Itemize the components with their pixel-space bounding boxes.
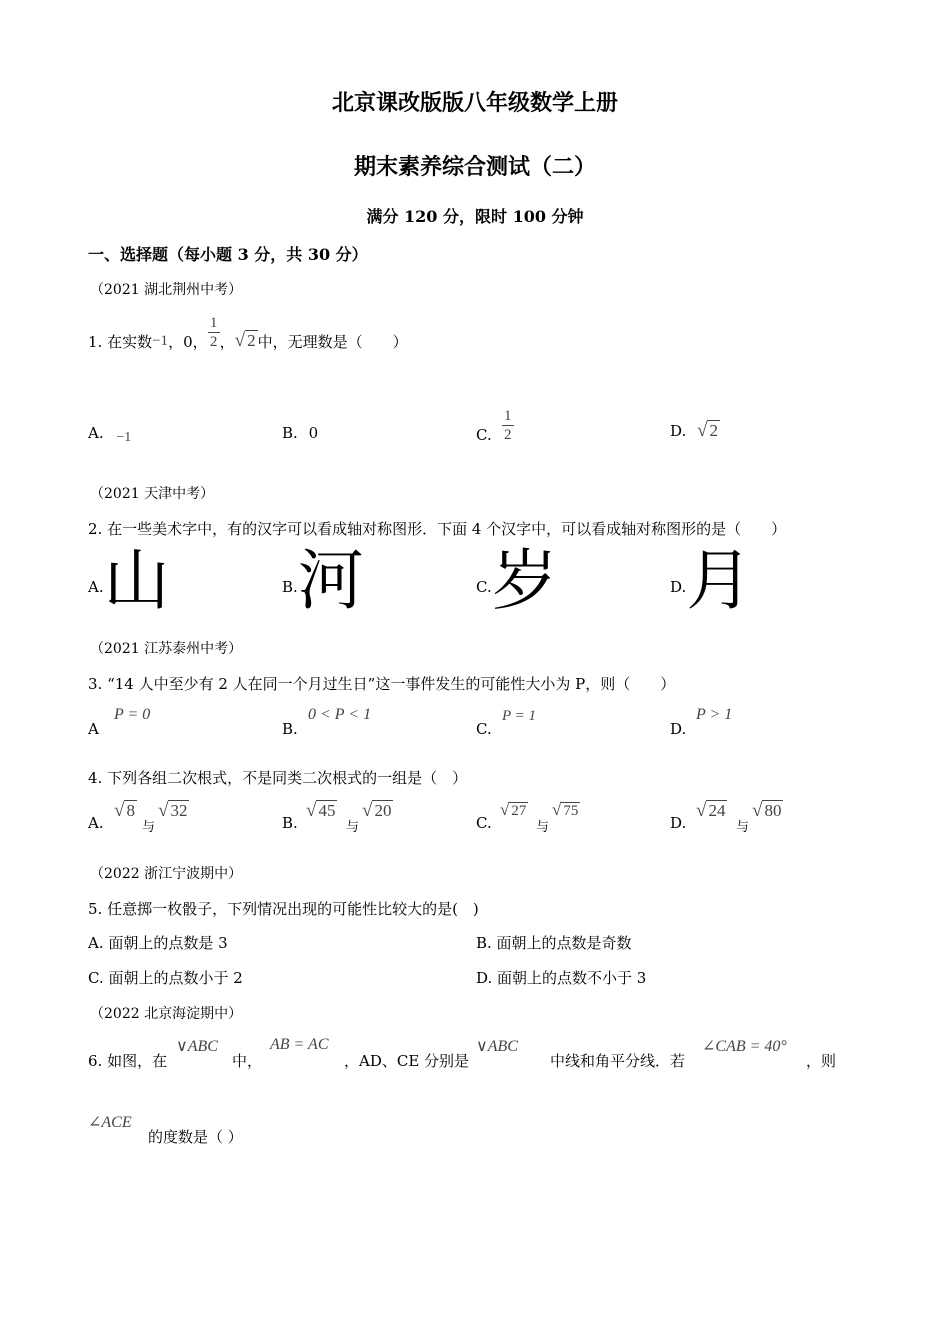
q4-option-b-sqrt2	[362, 800, 393, 822]
q4-option-b-label: B.	[282, 814, 298, 832]
q3-option-b-math: 0 < P < 1	[308, 706, 372, 723]
q4-option-b-sqrt1	[306, 800, 337, 822]
q4-option-d-v1: 24	[708, 801, 726, 820]
q1-option-b-value: 0	[308, 424, 319, 442]
q2-option-c[interactable]	[476, 542, 558, 619]
q2-option-b-label: B.	[282, 578, 298, 596]
q4-option-d-label: D.	[670, 814, 687, 832]
sqrt-icon: √	[500, 800, 510, 819]
q4-option-a-sqrt2	[158, 800, 189, 822]
q1-frac-num: 1	[209, 314, 218, 331]
q1-option-a[interactable]	[88, 424, 131, 443]
q6-triangle-2: ∨ABC	[476, 1038, 518, 1055]
q3-option-d-math: P > 1	[696, 706, 733, 723]
q6-angle: ∠CAB = 40°	[702, 1038, 787, 1055]
page-subtitle: 期末素养综合测试（二）	[353, 154, 596, 180]
q1-stem	[88, 316, 408, 366]
q4-option-a-v2: 32	[170, 801, 188, 820]
q1-option-b[interactable]	[282, 424, 318, 442]
q6-mid1: 中，	[232, 1052, 263, 1070]
q4-option-b-v2: 20	[374, 801, 392, 820]
q5-option-d[interactable]: D. 面朝上的点数不小于 3	[476, 969, 647, 987]
q1-option-d-label: D.	[670, 422, 687, 440]
q2-option-d[interactable]	[670, 542, 753, 619]
q1-sqrt	[235, 330, 258, 352]
q4-option-c-joiner: 与	[536, 820, 550, 835]
sqrt-icon: √	[697, 420, 708, 441]
q6-suffix: 的度数是（ ）	[148, 1128, 243, 1146]
q1-option-c-num: 1	[503, 408, 512, 424]
q6-mid2: ，AD、CE 分别是	[344, 1052, 470, 1070]
q4-option-c-sqrt1	[500, 800, 528, 820]
sqrt-icon: √	[234, 330, 246, 351]
q1-comma1: ，0，	[168, 332, 208, 351]
q6-prefix: 6. 如图，在	[88, 1052, 168, 1070]
q2-stem: 2. 在一些美术字中，有的汉字可以看成轴对称图形．下面 4 个汉字中，可以看成轴对称图形的是（ ）	[88, 520, 787, 538]
q2-option-c-label: C.	[476, 578, 492, 596]
q2-option-b-char: 河	[297, 542, 364, 619]
q4-option-a-joiner: 与	[142, 820, 156, 835]
q1-option-d-sqrt	[697, 420, 720, 441]
q1-option-c-label: C.	[476, 426, 492, 444]
q6-mid4: ，则	[806, 1052, 837, 1070]
q4-option-b-joiner: 与	[346, 820, 360, 835]
sqrt-icon: √	[114, 800, 125, 821]
q4-option-a-sqrt1	[114, 800, 137, 822]
q4-option-d-v2: 80	[764, 801, 782, 820]
q2-option-a-char: 山	[103, 542, 170, 619]
q4-stem: 4. 下列各组二次根式，不是同类二次根式的一组是（ ）	[88, 769, 468, 787]
q2-option-a-label: A.	[88, 578, 104, 596]
sqrt-icon: √	[752, 800, 763, 821]
exam-info: 满分 120 分，限时 100 分钟	[366, 207, 584, 226]
q4-option-c-sqrt2	[552, 800, 580, 820]
q3-option-c-math: P = 1	[502, 708, 537, 724]
q3-option-a-label: A	[88, 720, 99, 738]
q2-source: （2021 天津中考）	[90, 486, 215, 502]
sqrt-icon: √	[158, 800, 169, 821]
q6-equation: AB = AC	[270, 1036, 329, 1053]
q1-option-c-den: 2	[503, 427, 512, 443]
q1-suffix: 中，无理数是（ ）	[257, 332, 408, 351]
q3-source: （2021 江苏泰州中考）	[90, 641, 243, 657]
q1-frac-den: 2	[209, 333, 218, 350]
q1-option-d[interactable]	[670, 420, 720, 442]
q5-stem: 5. 任意掷一枚骰子，下列情况出现的可能性比较大的是( )	[88, 900, 479, 918]
sqrt-icon: √	[552, 800, 562, 819]
q4-option-c-v1: 27	[511, 803, 527, 819]
q1-option-c-fraction	[502, 407, 514, 444]
q1-sqrt-val: 2	[247, 331, 256, 350]
q4-option-c-label: C.	[476, 814, 492, 832]
page-title: 北京课改版版八年级数学上册	[331, 90, 618, 116]
q4-option-d-sqrt1	[696, 800, 727, 822]
q1-option-d-val: 2	[709, 421, 718, 440]
q3-option-c-label: C.	[476, 720, 492, 738]
q1-prefix: 1. 在实数	[88, 332, 153, 351]
sqrt-icon: √	[696, 800, 707, 821]
sqrt-icon: √	[362, 800, 373, 821]
q5-option-c[interactable]: C. 面朝上的点数小于 2	[88, 969, 243, 987]
q1-option-c[interactable]	[476, 398, 514, 444]
q1-option-a-label: A.	[88, 424, 104, 442]
q3-option-a-math: P = 0	[114, 706, 151, 723]
sqrt-icon: √	[306, 800, 317, 821]
section-heading: 一、选择题（每小题 3 分，共 30 分）	[88, 245, 368, 264]
q1-comma2: ，	[219, 332, 235, 351]
q2-option-b[interactable]	[282, 542, 364, 619]
q5-option-a[interactable]: A. 面朝上的点数是 3	[88, 934, 228, 952]
q2-option-d-label: D.	[670, 578, 687, 596]
q3-option-b-label: B.	[282, 720, 298, 738]
q4-option-c-v2: 75	[563, 803, 579, 819]
q1-option-a-value: −1	[116, 430, 132, 445]
q3-option-d-label: D.	[670, 720, 687, 738]
q4-option-d-joiner: 与	[736, 820, 750, 835]
q1-neg-one: −1	[152, 332, 169, 349]
q4-option-d-sqrt2	[752, 800, 783, 822]
q2-option-c-char: 岁	[491, 542, 558, 619]
q2-option-a[interactable]	[88, 542, 170, 619]
q5-source: （2022 浙江宁波期中）	[90, 866, 243, 882]
q2-option-d-char: 月	[686, 542, 753, 619]
q3-stem: 3. “14 人中至少有 2 人在同一个月过生日”这一事件发生的可能性大小为 P，则（ ）	[88, 675, 676, 693]
q6-mid3: 中线和角平分线．若	[550, 1052, 686, 1070]
q4-option-a-v1: 8	[126, 801, 135, 820]
q6-angle-2: ∠ACE	[88, 1114, 132, 1131]
q1-option-b-label: B.	[282, 424, 298, 442]
q1-source: （2021 湖北荆州中考）	[90, 282, 243, 298]
q4-option-b-v1: 45	[318, 801, 336, 820]
q4-option-a-label: A.	[88, 814, 104, 832]
q6-triangle-1: ∨ABC	[176, 1038, 218, 1055]
q5-option-b[interactable]: B. 面朝上的点数是奇数	[476, 934, 632, 952]
q1-fraction	[208, 314, 220, 351]
q6-source: （2022 北京海淀期中）	[90, 1006, 243, 1022]
